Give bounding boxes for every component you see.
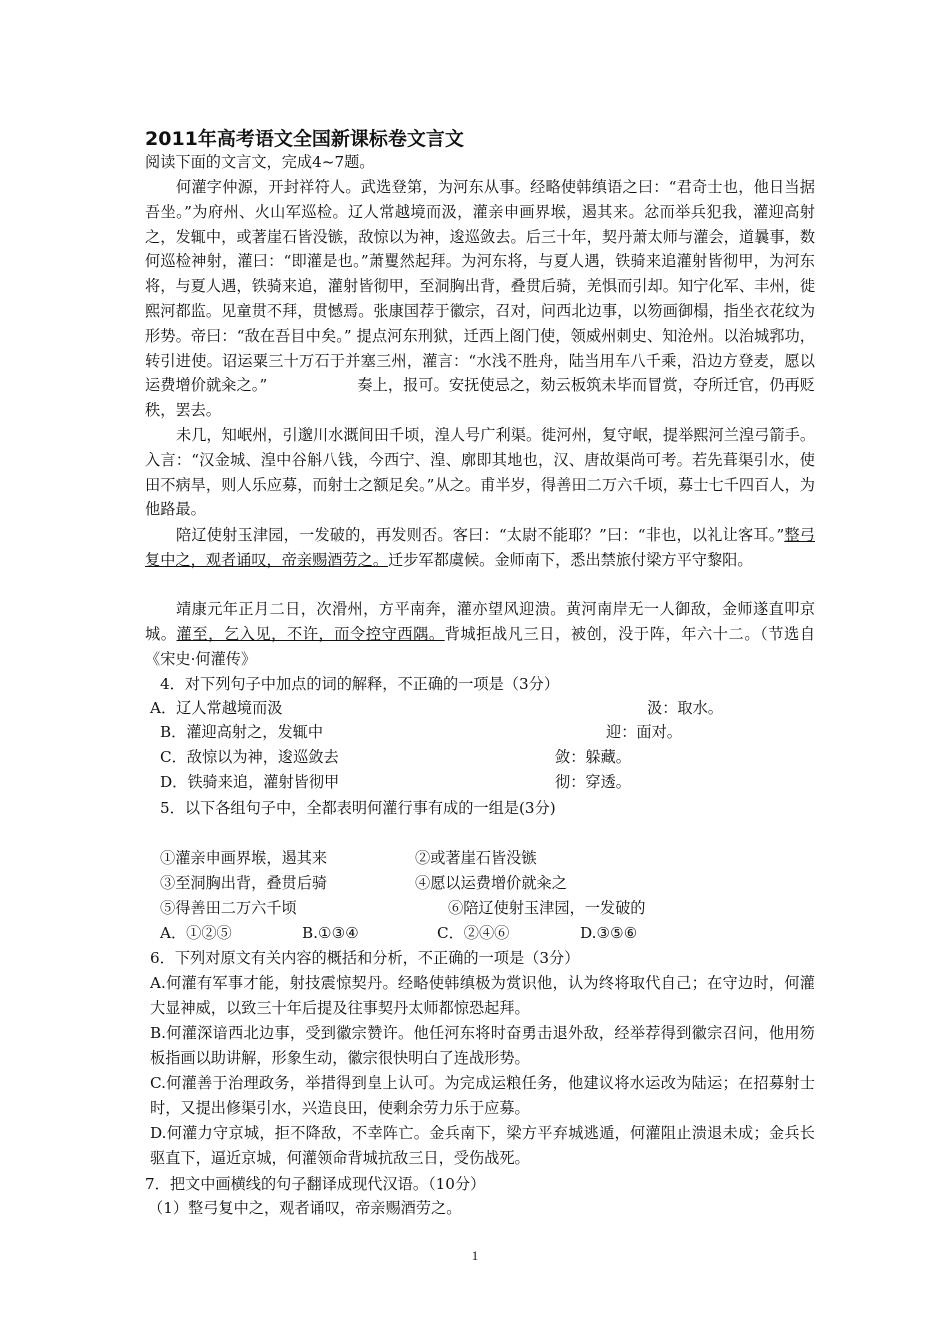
q4-option-c: C．敌惊以为神，逡巡敛去 xyxy=(160,748,339,766)
passage-paragraph-2: 未几，知岷州，引邈川水溉间田千顷，湟人号广利渠。徙河州，复守岷，提举熙河兰湟弓箭手。入言：“汉金城、湟中谷斛八钱，今西宁、湟、廓即其地也，汉、唐故渠尚可考。若先葺渠引水，使田不病旱，则人乐应募，而射士之额足矣。”从之。甫半岁，得善田二万六千顷，募士七千四百人，为他路最。 xyxy=(145,426,815,519)
passage-p1-text: 何灌字仲源，开封祥符人。武选登第，为河东从事。经略使韩缜语之曰：“君奇士也，他日当据吾坐。”为府州、火山军巡检。辽人常越境而汲，灌亲申画界堠，遏其来。忿而举兵犯我，灌迎高射之，发辄中，或著崖石皆没镞，敌惊以为神，逡巡敛去。后三十年，契丹萧太师与灌会，道曩事，数何巡检神射，灌曰：“即灌是也。”萧矍然起拜。为河东将，与夏人遇，铁骑来追灌射皆彻甲，为河东将，与夏人遇，铁骑来追，灌射皆彻甲，至洞胸出背，叠贯后骑，羌惧而引却。知宁化军、丰州，徙熙河都监。见童贯不拜，贯憾焉。张康国荐于徽宗，召对，问西北边事，以笏画御榻，指坐衣花纹为形势。帝曰：“敌在吾目中矣。” 提点河东刑狱，迁西上阁门使，领威州刺史、知沧州。以治城郛功，转引进使。诏运粟三十万石于并塞三州，灌言：“水浅不胜舟，陆当用车八千乘，沿边方登麦，愿以运费增价就籴之。” xyxy=(145,178,815,395)
passage-paragraph-4 xyxy=(145,597,815,671)
q5-item-2: ②或著崖石皆没镞 xyxy=(415,849,537,867)
passage-p4-text-b: 背城拒战凡三日，被创，没于阵，年六十二。（节选自《宋史·何灌传》 xyxy=(145,624,816,668)
q5-stem: 5．以下各组句子中，全都表明何灌行事有成的一组是(3分) xyxy=(160,799,556,817)
q5-choice-d: D.③⑤⑥ xyxy=(580,924,638,942)
q6-option-a: A.何灌有军事才能，射技震惊契丹。经略使韩缜极为赏识他，认为终将取代自己；在守边时，何灌大显神威，以致三十年后提及往事契丹太师都惊恐起拜。 xyxy=(150,974,815,1017)
q7-stem: 7．把文中画横线的句子翻译成现代汉语。（10分） xyxy=(145,1175,486,1193)
q6-option-d: D.何灌力守京城，拒不降敌，不幸阵亡。金兵南下，梁方平弃城逃遁，何灌阻止溃退未成；金兵长驱直下，逼近京城，何灌领命背城抗敌三日，受伤战死。 xyxy=(150,1124,815,1167)
q4-option-d-gloss: 彻：穿透。 xyxy=(555,773,631,791)
q6-option-c: C.何灌善于治理政务，举措得到皇上认可。为完成运粮任务，他建议将水运改为陆运；在招募射士时，又提出修渠引水，兴造良田，使剩余劳力乐于应募。 xyxy=(150,1074,815,1117)
passage-p1-tail: 奏上，报可。安抚使忌之，劾云板筑未毕而冒赏，夺所迁官，仍再贬秩，罢去。 xyxy=(145,376,815,420)
passage-p3-text-b: 迁步军都虞候。金师南下，悉出禁旅付梁方平守黎阳。 xyxy=(388,550,753,569)
q4-option-c-gloss: 敛：躲藏。 xyxy=(555,748,631,766)
q5-item-5: ⑤得善田二万六千顷 xyxy=(160,899,297,917)
passage-p3-text-a: 陪辽使射玉津园，一发破的，再发则否。客曰：“太尉不能耶？”曰：“非也，以礼让客耳。” xyxy=(176,526,785,544)
q5-item-4: ④愿以运费增价就籴之 xyxy=(415,874,567,892)
passage-p4-text-a: 靖康元年正月二日，次滑州，方平南奔，灌亦望风迎溃。黄河南岸无一人御敌，金师遂直叩京城。 xyxy=(145,600,815,643)
q5-item-1: ①灌亲申画界堠，遏其来 xyxy=(160,849,328,867)
q7-item-1: （1）整弓复中之，观者诵叹，帝亲赐酒劳之。 xyxy=(148,1199,462,1217)
page-number: 1 xyxy=(471,1248,479,1263)
q4-option-a-gloss: 汲：取水。 xyxy=(647,699,723,717)
q5-choice-c: C．②④⑥ xyxy=(437,924,510,942)
underlined-sentence-1: 整弓复中之，观者诵叹，帝亲赐酒劳之。 xyxy=(145,526,815,569)
q5-item-3: ③至洞胸出背，叠贯后骑 xyxy=(160,874,328,892)
passage-paragraph-3 xyxy=(145,523,815,573)
q4-option-a: A．辽人常越境而汲 xyxy=(150,699,283,717)
underlined-sentence-2: 灌至，乞入见，不许，而令控守西隅。 xyxy=(176,624,445,643)
q6-option-b: B.何灌深谙西北边事，受到徽宗赞许。他任河东将时奋勇击退外敌，经举荐得到徽宗召问，他用笏板指画以助讲解，形象生动，徽宗很快明白了连战形势。 xyxy=(150,1024,815,1067)
instruction-text: 阅读下面的文言文，完成4~7题。 xyxy=(145,153,375,171)
document-title: 2011年高考语文全国新课标卷文言文 xyxy=(145,128,464,150)
q4-stem: 4．对下列句子中加点的词的解释，不正确的一项是（3分） xyxy=(160,675,560,693)
q5-choice-b: B.①③④ xyxy=(302,924,359,942)
q5-item-6: ⑥陪辽使射玉津园，一发破的 xyxy=(448,899,646,917)
passage-paragraph-1 xyxy=(145,175,815,423)
q6-stem: 6．下列对原文有关内容的概括和分析，不正确的一项是（3分） xyxy=(150,949,580,967)
q4-option-b-gloss: 迎：面对。 xyxy=(606,723,682,741)
q4-option-d: D．铁骑来追，灌射皆彻甲 xyxy=(160,773,340,791)
q5-choice-a: A．①②⑤ xyxy=(160,924,232,942)
q4-option-b: B．灌迎高射之，发辄中 xyxy=(160,723,324,741)
